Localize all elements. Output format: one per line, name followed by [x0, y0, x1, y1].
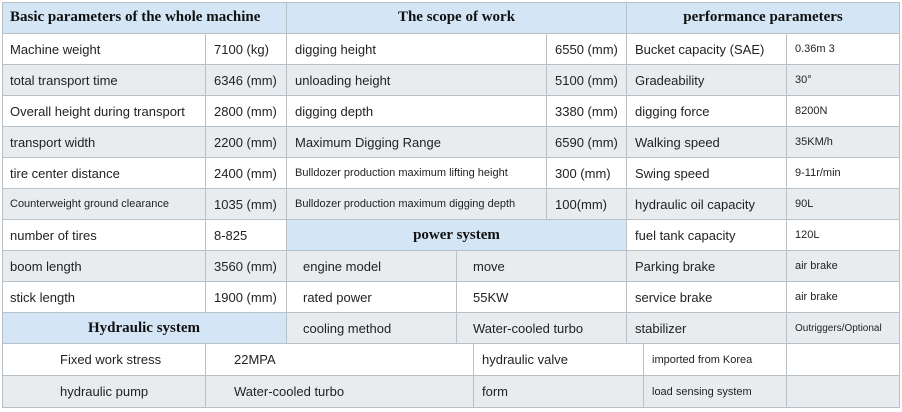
hydraulic-value: load sensing system: [644, 376, 787, 408]
scope-label: digging depth: [287, 96, 547, 127]
basic-value: 8-825: [206, 220, 287, 251]
performance-value: 0.36m 3: [787, 34, 900, 65]
hydraulic-value: 22MPA: [206, 344, 474, 376]
performance-label: Gradeability: [627, 65, 787, 96]
performance-value: 9-11r/min: [787, 158, 900, 189]
power-value: 55KW: [457, 282, 627, 313]
hydraulic-value: Water-cooled turbo: [206, 376, 474, 408]
basic-label: Overall height during transport: [2, 96, 206, 127]
basic-value: 6346 (mm): [206, 65, 287, 96]
basic-value: 1900 (mm): [206, 282, 287, 313]
performance-label: digging force: [627, 96, 787, 127]
scope-value: 300 (mm): [547, 158, 627, 189]
power-value: move: [457, 251, 627, 282]
basic-label: total transport time: [2, 65, 206, 96]
scope-value: 5100 (mm): [547, 65, 627, 96]
basic-label: tire center distance: [2, 158, 206, 189]
basic-value: 1035 (mm): [206, 189, 287, 220]
basic-label: stick length: [2, 282, 206, 313]
hydraulic-label: form: [474, 376, 644, 408]
performance-value: air brake: [787, 282, 900, 313]
basic-value: 7100 (kg): [206, 34, 287, 65]
scope-label: Bulldozer production maximum lifting height: [287, 158, 547, 189]
basic-label: transport width: [2, 127, 206, 158]
scope-label: Bulldozer production maximum digging depth: [287, 189, 547, 220]
empty-cell: [787, 344, 900, 376]
empty-cell: [787, 376, 900, 408]
performance-value: air brake: [787, 251, 900, 282]
basic-value: 2400 (mm): [206, 158, 287, 189]
power-label: rated power: [287, 282, 457, 313]
hydraulic-label: hydraulic valve: [474, 344, 644, 376]
basic-label: boom length: [2, 251, 206, 282]
basic-value: 2800 (mm): [206, 96, 287, 127]
performance-label: Bucket capacity (SAE): [627, 34, 787, 65]
performance-label: Swing speed: [627, 158, 787, 189]
performance-label: stabilizer: [627, 313, 787, 344]
performance-label: Walking speed: [627, 127, 787, 158]
header-power-system: power system: [287, 220, 627, 251]
performance-label: fuel tank capacity: [627, 220, 787, 251]
header-basic-parameters: Basic parameters of the whole machine: [2, 2, 287, 34]
performance-value: 90L: [787, 189, 900, 220]
performance-label: service brake: [627, 282, 787, 313]
scope-label: digging height: [287, 34, 547, 65]
power-label: cooling method: [287, 313, 457, 344]
performance-value: 35KM/h: [787, 127, 900, 158]
hydraulic-label: hydraulic pump: [2, 376, 206, 408]
scope-value: 100(mm): [547, 189, 627, 220]
header-hydraulic-system: Hydraulic system: [2, 313, 287, 344]
header-performance-parameters: performance parameters: [627, 2, 900, 34]
hydraulic-value: imported from Korea: [644, 344, 787, 376]
power-value: Water-cooled turbo: [457, 313, 627, 344]
basic-label: Machine weight: [2, 34, 206, 65]
performance-value: 30°: [787, 65, 900, 96]
power-label: engine model: [287, 251, 457, 282]
performance-value: Outriggers/Optional: [787, 313, 900, 344]
basic-value: 3560 (mm): [206, 251, 287, 282]
scope-value: 3380 (mm): [547, 96, 627, 127]
scope-label: Maximum Digging Range: [287, 127, 547, 158]
performance-value: 8200N: [787, 96, 900, 127]
hydraulic-label: Fixed work stress: [2, 344, 206, 376]
scope-label: unloading height: [287, 65, 547, 96]
basic-label: number of tires: [2, 220, 206, 251]
scope-value: 6550 (mm): [547, 34, 627, 65]
scope-value: 6590 (mm): [547, 127, 627, 158]
performance-label: hydraulic oil capacity: [627, 189, 787, 220]
header-scope-of-work: The scope of work: [287, 2, 627, 34]
basic-value: 2200 (mm): [206, 127, 287, 158]
basic-label: Counterweight ground clearance: [2, 189, 206, 220]
performance-value: 120L: [787, 220, 900, 251]
performance-label: Parking brake: [627, 251, 787, 282]
